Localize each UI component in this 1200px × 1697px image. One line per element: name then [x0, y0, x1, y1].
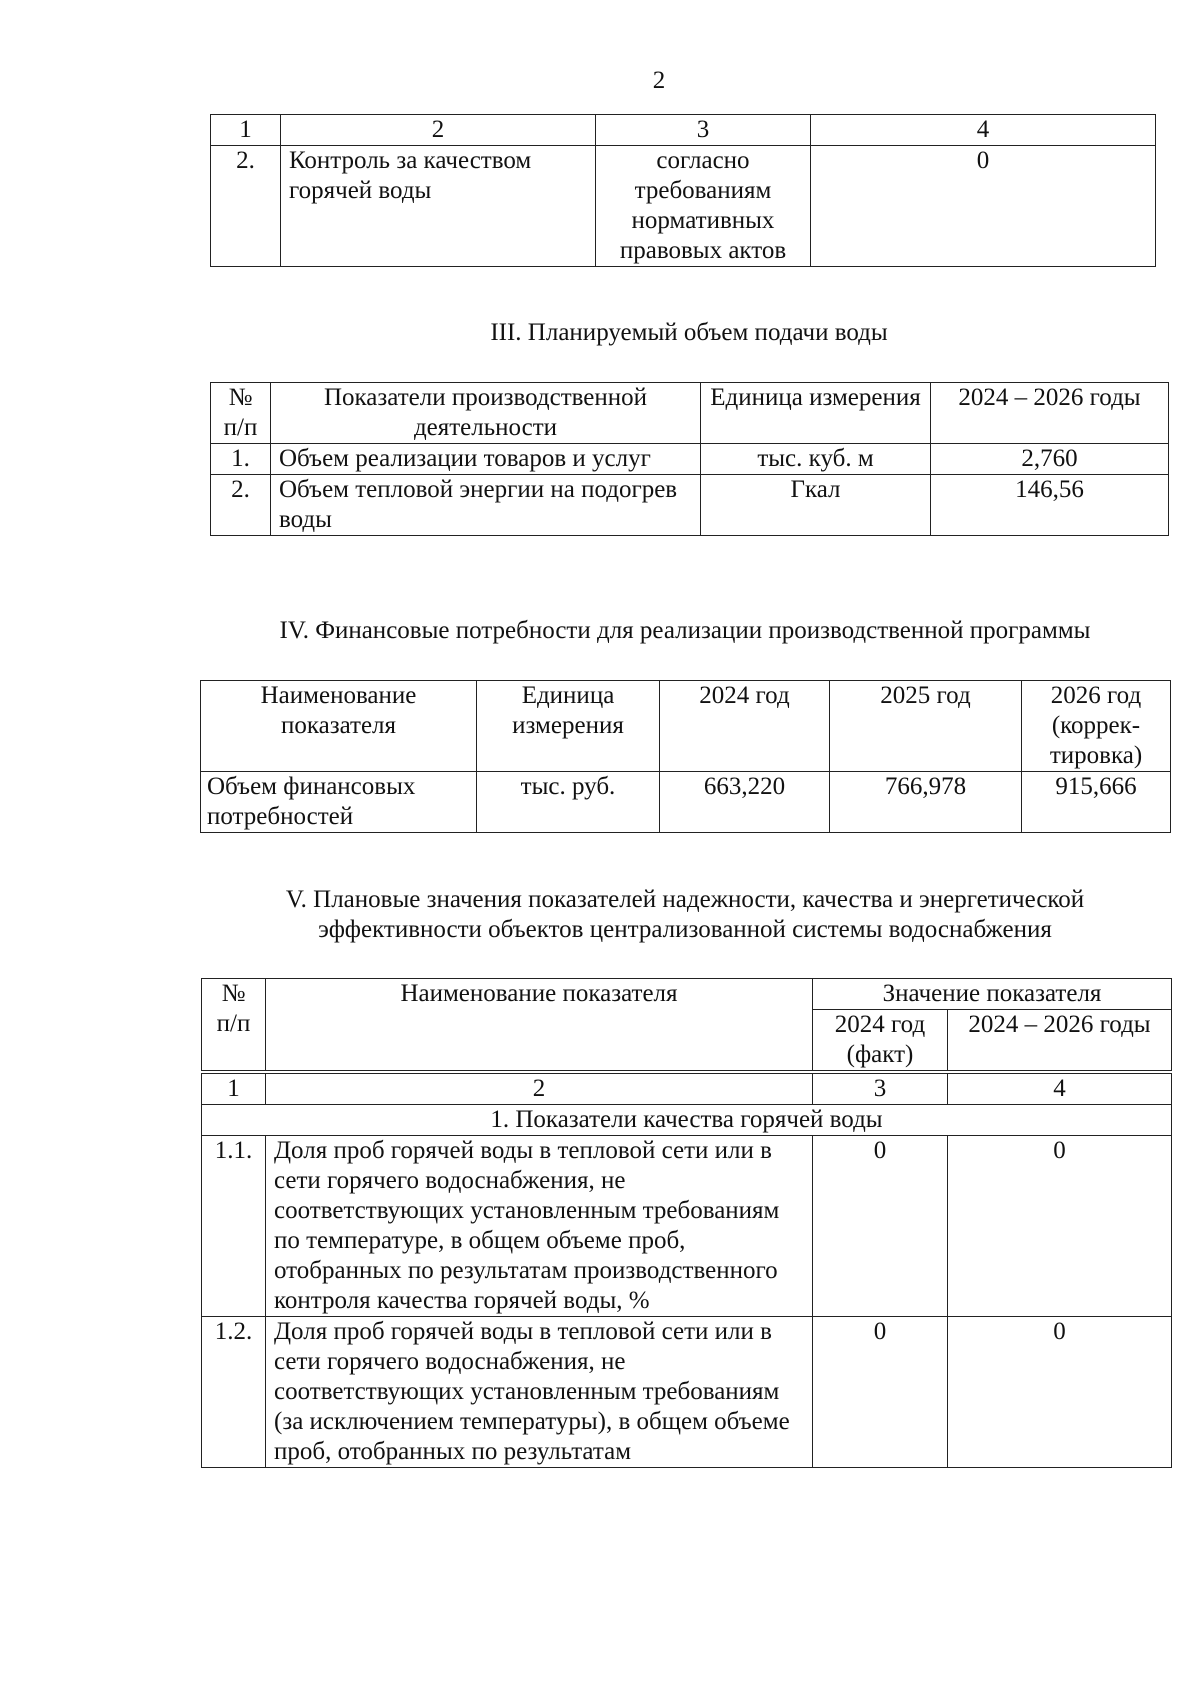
row-value: 0 [811, 146, 1156, 267]
row-name: Объем реализации товаров и услуг [271, 444, 701, 475]
column-number-row [211, 115, 1156, 146]
row-number: 1.1. [202, 1136, 266, 1317]
column-number: 1 [202, 1072, 266, 1105]
row-2026: 915,666 [1022, 772, 1171, 833]
row-2025: 766,978 [830, 772, 1022, 833]
header-unit: Единица измерения [701, 383, 931, 444]
table-row [211, 444, 1169, 475]
row-plan: 0 [948, 1317, 1172, 1468]
section-4-title: IV. Финансовые потребности для реализации производственной программы [279, 617, 1091, 644]
table-row [202, 1317, 1172, 1468]
row-name: Доля проб горячей воды в тепловой сети или в сети горячего водоснабжения, не соответствующих установленным требованиям по температуре, в общем объеме проб, отобранных по результатам производственного контроля качества горячей воды, % [266, 1136, 813, 1317]
page-number: 2 [652, 67, 666, 94]
row-name: Объем финансовых потребностей [201, 772, 477, 833]
row-value: 146,56 [931, 475, 1169, 536]
row-unit: тыс. руб. [477, 772, 660, 833]
row-unit: согласно требованиям нормативных правовых актов [596, 146, 811, 267]
reliability-indicators-table [201, 978, 1172, 1468]
section-5-title-line-2: эффективности объектов централизованной системы водоснабжения [318, 916, 1052, 943]
header-unit: Единица измерения [477, 681, 660, 772]
section-5-title-line-1: V. Плановые значения показателей надежности, качества и энергетической [285, 886, 1085, 913]
header-fact: 2024 год (факт) [813, 1010, 948, 1073]
table-row [211, 146, 1156, 267]
header-2024: 2024 год [660, 681, 830, 772]
header-row [202, 979, 1172, 1010]
header-name: Наименование показателя [201, 681, 477, 772]
header-period: 2024 – 2026 годы [948, 1010, 1172, 1073]
column-number-row [202, 1072, 1172, 1105]
row-name: Доля проб горячей воды в тепловой сети или в сети горячего водоснабжения, не соответствующих установленным требованиям (за исключением температуры), в общем объеме проб, отобранных по результатам [266, 1317, 813, 1468]
row-fact: 0 [813, 1317, 948, 1468]
row-2024: 663,220 [660, 772, 830, 833]
header-2026: 2026 год (коррек-тировка) [1022, 681, 1171, 772]
column-number: 4 [948, 1072, 1172, 1105]
column-number: 4 [811, 115, 1156, 146]
column-number: 2 [266, 1072, 813, 1105]
water-supply-volume-table [210, 382, 1169, 536]
section-5-title [190, 885, 1180, 945]
column-number: 2 [281, 115, 596, 146]
header-row [201, 681, 1171, 772]
group-row [202, 1105, 1172, 1136]
header-num: № п/п [211, 383, 271, 444]
row-unit: тыс. куб. м [701, 444, 931, 475]
table-row [201, 772, 1171, 833]
column-number: 3 [813, 1072, 948, 1105]
column-number: 3 [596, 115, 811, 146]
financial-needs-table [200, 680, 1171, 833]
row-plan: 0 [948, 1136, 1172, 1317]
row-number: 2. [211, 475, 271, 536]
quality-control-table [210, 114, 1156, 267]
header-num: № п/п [202, 979, 266, 1073]
row-number: 2. [211, 146, 281, 267]
header-indicator: Показатели производственной деятельности [271, 383, 701, 444]
table-row [211, 475, 1169, 536]
header-row [211, 383, 1169, 444]
header-value-group: Значение показателя [813, 979, 1172, 1010]
section-3-title: III. Планируемый объем подачи воды [490, 319, 888, 346]
row-name: Контроль за качеством горячей воды [281, 146, 596, 267]
header-2025: 2025 год [830, 681, 1022, 772]
table-row [202, 1136, 1172, 1317]
row-unit: Гкал [701, 475, 931, 536]
group-title: 1. Показатели качества горячей воды [202, 1105, 1172, 1136]
row-number: 1.2. [202, 1317, 266, 1468]
header-period: 2024 – 2026 годы [931, 383, 1169, 444]
header-name: Наименование показателя [266, 979, 813, 1073]
row-number: 1. [211, 444, 271, 475]
row-fact: 0 [813, 1136, 948, 1317]
row-value: 2,760 [931, 444, 1169, 475]
column-number: 1 [211, 115, 281, 146]
row-name: Объем тепловой энергии на подогрев воды [271, 475, 701, 536]
